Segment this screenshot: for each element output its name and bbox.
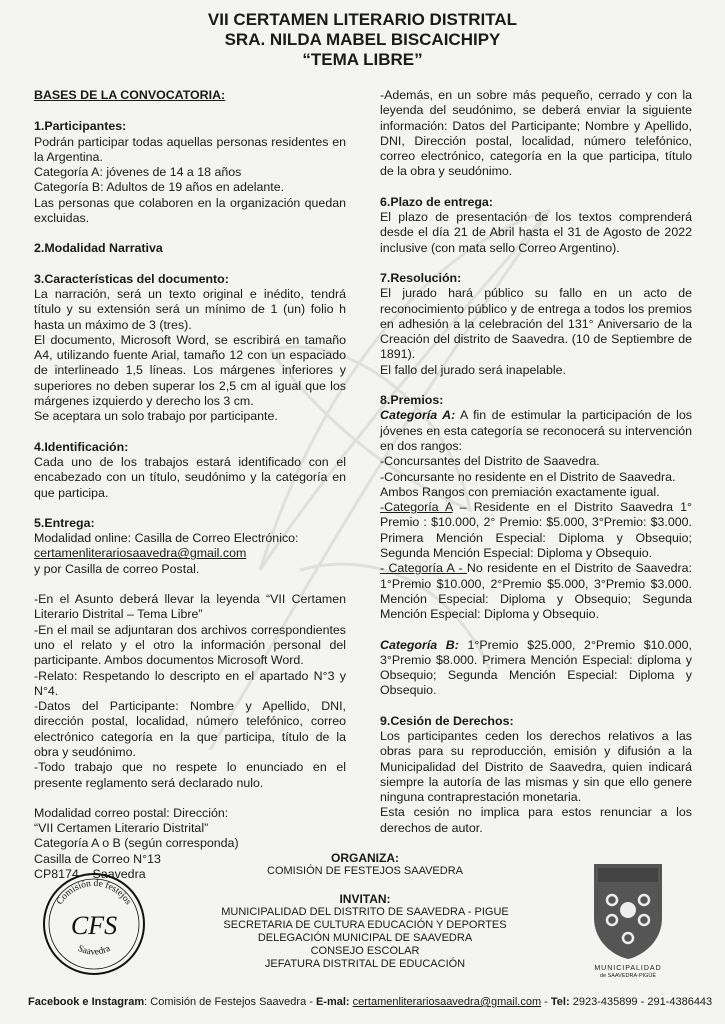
cat-a-res-label: -Categoría A [380,500,453,515]
municipalidad-sub: de SAAVEDRA·PIGÜÉ [599,973,657,979]
participantes-line: Categoría B: Adultos de 19 años en adelante. [34,180,285,195]
invitan-item: JEFATURA DISTRITAL DE EDUCACIÓN [264,958,466,970]
invitan-block [170,893,560,971]
premios-cat-a-intro [380,408,692,454]
invitan-item: SECRETARIA DE CULTURA EDUCACIÓN Y DEPORTES [223,919,507,931]
tel-numbers: 2923-435899 - 291-4386443 [569,996,713,1008]
seal-monogram: CFS [70,911,118,940]
cesion-text-2: Esta cesión no implica para estos renunciar a los derechos de autor. [380,805,692,835]
cat-a-nores-text: No residente en el Distrito de Saavedra: 1°Premio $10.000, 2°Premio $5.000, 3°Premio $3.000. Mención Especial: Diploma y Obsequio; Segunda Mención Especial: Diploma y Obsequio. [380,561,692,622]
caracteristicas-line: El documento, Microsoft Word, se escribirá en tamaño A4, utilizando fuente Arial, tamaño 12 con un espaciado de interlineado 1,5 líneas. Los márgenes inferiores y superiores no deben superar los 2,5 cm al igual que los márgenes izquierdo y derecho los 3 cm. [34,332,346,409]
caracteristicas-line: Se aceptara un solo trabajo por participante. [34,409,278,424]
contact-line [28,996,713,1008]
cat-b-label: Categoría B: [380,637,459,652]
section-premios-title: 8.Premios: [380,393,444,408]
municipalidad-name: MUNICIPALIDAD [594,965,662,972]
invitan-item: DELEGACIÓN MUNICIPAL DE SAAVEDRA [257,932,473,944]
cat-a-res-text: – Residente en el Distrito Saavedra 1° Premio : $10.000, 2° Premio: $5.000, 3°Premio: $3.000. Primera Mención Especial: Diploma y Obsequio; Segunda Mención Especial: Diploma y Obsequio. [380,500,692,561]
entrega-rule: -Relato: Respetando lo descripto en el apartado N°3 y N°4. [34,668,346,698]
section-identificacion-title: 4.Identificación: [34,439,129,454]
document-header [0,10,725,70]
invitan-item: CONSEJO ESCOLAR [310,945,420,957]
organiza-name: COMISIÓN DE FESTEJOS SAAVEDRA [267,865,463,877]
section-resolucion-title: 7.Resolución: [380,270,462,285]
email-label: E-mal: [315,996,350,1008]
postal-line: CP8174 – Saavedra [34,867,146,882]
section-plazo-title: 6.Plazo de entrega: [380,194,493,209]
tel-label: Tel: [550,996,570,1008]
participantes-line: Categoría A: jóvenes de 14 a 18 años [34,165,242,180]
premios-cat-b [380,638,692,699]
organiza-title: ORGANIZA: [331,851,399,865]
resolucion-final: El fallo del jurado será inapelable. [380,362,566,377]
social-text: : Comisión de Festejos Saavedra - [144,996,316,1008]
section-modalidad-title: 2.Modalidad Narrativa [34,241,163,256]
premios-rango: -Concursante no residente en el Distrito de Saavedra. [380,469,676,484]
contact-email-link[interactable]: certamenliterariosaavedra@gmail.com [352,996,542,1008]
entrega-rule: -Todo trabajo que no respete lo enunciado en el presente reglamento será declarado nulo. [34,760,346,790]
invitan-title: INVITAN: [339,892,391,906]
right-column [380,88,692,836]
postal-line: Modalidad correo postal: Dirección: [34,805,229,820]
entrega-online-label: Modalidad online: Casilla de Correo Electrónico: [34,531,299,546]
entrega-rule: -En el Asunto deberá llevar la leyenda “VII Certamen Literario Distrital – Tema Libre” [34,592,346,622]
social-label: Facebook e Instagram [28,996,145,1008]
identificacion-text: Cada uno de los trabajos estará identificado con el encabezado con un título, seudónimo y la categoría en que participa. [34,454,346,500]
premios-rango: -Concursantes del Distrito de Saavedra. [380,454,600,469]
sobre-text: -Además, en un sobre más pequeño, cerrado y con la leyenda del seudónimo, se deberá enviar la siguiente información: Datos del Participante; Nombre y Apellido, DNI, Dirección postal, localidad, número telefónico, correo electrónico, categoría en la que participa, título de la obra y seudónimo. [380,88,692,179]
shield-icon [590,860,666,960]
contact-separator: - [541,996,551,1008]
cat-a-intro-text: A fin de estimular la participación de los jóvenes en esta categoría se reconocerá su intervención en dos rangos: [380,408,692,453]
header-title: VII CERTAMEN LITERARIO DISTRITAL [207,10,518,29]
seal-bottom-text: Saavedra [75,943,113,958]
cat-b-text: 1°Premio $25.000, 2°Premio $10.000, 3°Premio $8.000. Primera Mención Especial: diploma y Obsequio; Segunda Mención Especial: Diploma y Obsequio. [380,637,693,698]
cat-a-nores-label: - Categoría A - [380,561,467,576]
participantes-line: Podrán participar todas aquellas personas residentes en la Argentina. [34,134,346,164]
section-entrega-title: 5.Entrega: [34,515,95,530]
left-column [34,88,346,882]
invitan-item: MUNICIPALIDAD DEL DISTRITO DE SAAVEDRA - PIGUE [221,906,509,918]
participantes-line: Las personas que colaboren en la organización quedan excluidas. [34,195,346,226]
entrega-rule: -Datos del Participante: Nombre y Apellido, DNI, dirección postal, localidad, número telefónico, correo electrónico categoría en la que participa, título de la obra y seudónimo. [34,699,346,759]
premios-rango: Ambos Rangos con premiación exactamente igual. [380,484,660,499]
postal-line: Categoría A o B (según corresponda) [34,836,239,851]
entrega-email-link[interactable]: certamenliterariosaavedra@gmail.com [34,546,247,561]
premios-cat-a-residente [380,500,692,561]
postal-line: Casilla de Correo N°13 [34,851,161,866]
cat-a-label: Categoría A: [380,408,456,423]
comision-festejos-seal [42,872,146,976]
header-theme: “TEMA LIBRE” [302,50,423,69]
seal-top-text: Comisión de festejos [55,878,133,907]
entrega-rule: -En el mail se adjuntaran dos archivos correspondientes uno el relato y el otro la información personal del participante. Ambos documentos Microsoft Word. [34,622,346,668]
header-honoree: SRA. NILDA MABEL BISCAICHIPY [224,30,501,49]
section-cesion-title: 9.Cesión de Derechos: [380,713,514,728]
premios-cat-a-no-residente [380,561,692,622]
organiza-block [170,852,560,878]
resolucion-text: El jurado hará público su fallo en un acto de reconocimiento público y de entrega a todos los premios en adhesión a la celebración del 131° Aniversario de la Creación del distrito de Saavedra. (10 de Septiembre de 1891). [380,286,692,362]
section-participantes-title: 1.Participantes: [34,119,127,134]
section-caracteristicas-title: 3.Características del documento: [34,271,229,286]
plazo-text: El plazo de presentación de los textos comprenderá desde el día 21 de Abril hasta el 31 de Agosto de 2022 inclusive (con mata sello Correo Argentino). [380,210,692,255]
postal-line: “VII Certamen Literario Distrital” [34,821,209,836]
cesion-text: Los participantes ceden los derechos relativos a las obras para su reproducción, emisión y difusión a la Municipalidad del Distrito de Saavedra, quien indicará siempre la autoría de las mismas y sin que ello genere ninguna contraprestación monetaria. [380,728,692,805]
entrega-postal-note: y por Casilla de correo Postal. [34,561,200,576]
caracteristicas-line: La narración, será un texto original e inédito, tendrá título y su extensión será un mínimo de 1 (un) folio h hasta un máximo de 3 (tres). [34,286,346,332]
municipalidad-logo [590,860,666,988]
bases-title: BASES DE LA CONVOCATORIA: [34,88,226,102]
